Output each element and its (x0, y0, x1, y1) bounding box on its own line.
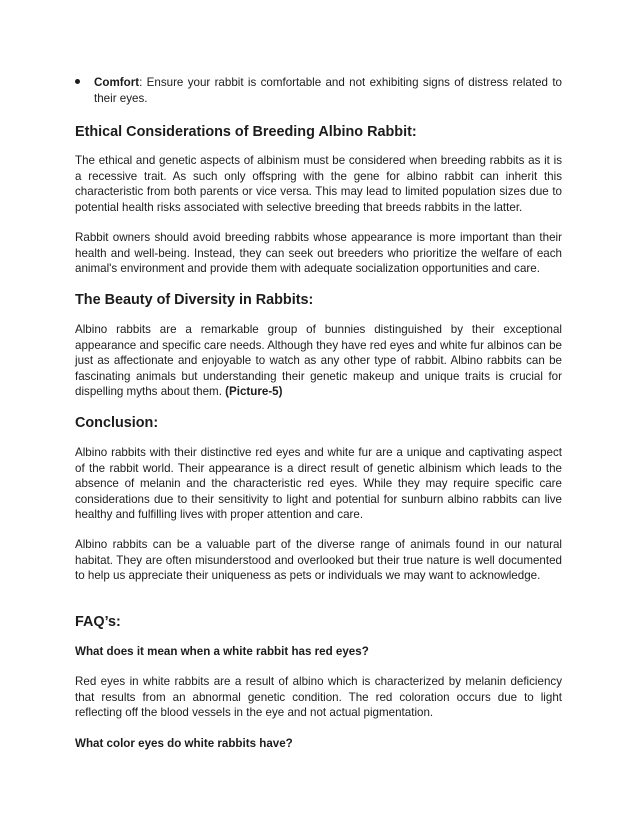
paragraph-beauty-1 (75, 322, 562, 400)
bullet-body: : Ensure your rabbit is comfortable and not exhibiting signs of distress related to their eyes. (94, 76, 562, 105)
picture-reference: (Picture-5) (225, 385, 283, 398)
heading-conclusion: Conclusion: (75, 415, 159, 431)
paragraph-conclusion-2: Albino rabbits can be a valuable part of the diverse range of animals found in our natural habitat. They are often misunderstood and overlooked but their true nature is well documented to help us appreciate their uniqueness as pets or individuals we may want to acknowledge. (75, 538, 562, 582)
heading-ethical: Ethical Considerations of Breeding Albino Rabbit: (75, 124, 417, 140)
paragraph-ethical-2: Rabbit owners should avoid breeding rabbits whose appearance is more important than their health and well-being. Instead, they can seek out breeders who prioritize the welfare of each animal's environment and provide them with adequate socialization opportunities and care. (75, 231, 562, 275)
heading-beauty: The Beauty of Diversity in Rabbits: (75, 292, 314, 308)
paragraph-ethical-1: The ethical and genetic aspects of albinism must be considered when breeding rabbits as it is a recessive trait. As such only offspring with the gene for albino rabbit can inherit this characteristic from both parents or vice versa. This may lead to limited population sizes due to potential health risks associated with selective breeding that breeds rabbits in the latter. (75, 154, 562, 214)
faq-question-2: What color eyes do white rabbits have? (75, 737, 293, 750)
paragraph-conclusion-1: Albino rabbits with their distinctive red eyes and white fur are a unique and captivating aspect of the rabbit world. Their appearance is a direct result of genetic albinism which leads to the absence of melanin and the characteristic red eyes. While they may require specific care considerations due to their sensitivity to light and potential for sunburn albino rabbits can live healthy and fulfilling lives with proper attention and care. (75, 446, 562, 521)
faq-question-1: What does it mean when a white rabbit has red eyes? (75, 645, 369, 658)
bullet-label: Comfort (94, 76, 140, 89)
paragraph-beauty-text: Albino rabbits are a remarkable group of bunnies distinguished by their exceptional appearance and specific care needs. Although they have red eyes and white fur albinos can be just as affectionate and enjoyable to watch as any other type of rabbit. Albino rabbits can be fascinating animals but understanding their genetic makeup and unique traits is crucial for dispelling myths about them. (75, 323, 562, 398)
faq-answer-1: Red eyes in white rabbits are a result of albino which is characterized by melanin deficiency that results from an abnormal genetic condition. The red coloration occurs due to light reflecting off the blood vessels in the eye and not actual pigmentation. (75, 675, 562, 719)
bullet-text (94, 75, 562, 106)
bullet-dot-icon (75, 79, 80, 84)
heading-faq: FAQ’s: (75, 614, 121, 630)
